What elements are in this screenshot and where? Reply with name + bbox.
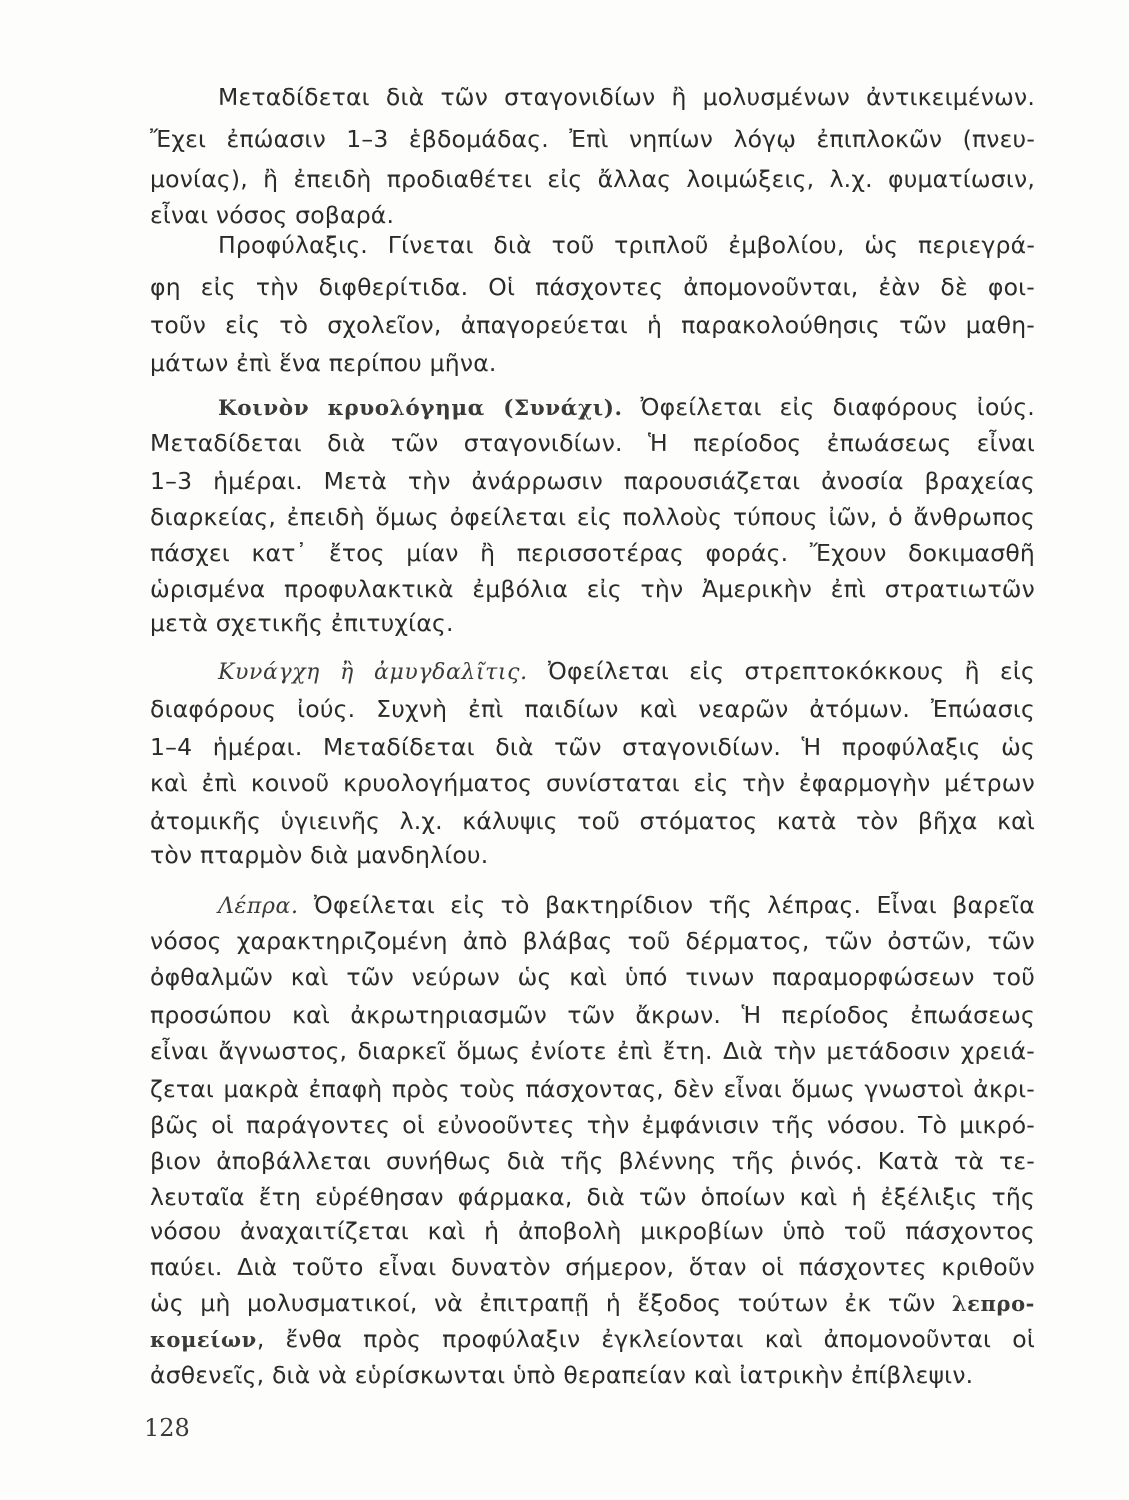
text-line: Κυνάγχη ἢ ἀμυγδαλῖτις. Ὀφείλεται εἰς στρεπτοκόκκους ἢ εἰς — [218, 657, 1035, 685]
text-line: νόσος χαρακτηριζομένη ἀπὸ βλάβας τοῦ δέρματος, τῶν ὀστῶν, τῶν — [150, 927, 1035, 955]
text-line: 1–4 ἡμέραι. Μεταδίδεται διὰ τῶν σταγονιδίων. Ἡ προφύλαξις ὡς — [150, 733, 1035, 761]
text-line: Μεταδίδεται διὰ τῶν σταγονιδίων. Ἡ περίοδος ἐπωάσεως εἶναι — [150, 429, 1035, 457]
text-line: 1–3 ἡμέραι. Μετὰ τὴν ἀνάρρωσιν παρουσιάζεται ἀνοσία βραχείας — [150, 467, 1035, 495]
text-line: Ἔχει ἐπώασιν 1–3 ἑβδομάδας. Ἐπὶ νηπίων λόγῳ ἐπιπλοκῶν (πνευ- — [150, 125, 1035, 153]
text-line: διαφόρους ἰούς. Συχνὴ ἐπὶ παιδίων καὶ νεαρῶν ἀτόμων. Ἐπώασις — [150, 695, 1035, 723]
text-line: εἶναι ἄγνωστος, διαρκεῖ ὅμως ἐνίοτε ἐπὶ ἔτη. Διὰ τὴν μετάδοσιν χρειά- — [150, 1037, 1035, 1065]
text-line: μάτων ἐπὶ ἕνα περίπου μῆνα. — [150, 349, 497, 377]
text-line: Κοινὸν κρυολόγημα (Συνάχι). Ὀφείλεται εἰς διαφόρους ἰούς. — [218, 393, 1035, 421]
text-line: λευταῖα ἔτη εὑρέθησαν φάρμακα, διὰ τῶν ὁποίων καὶ ἡ ἐξέλιξις τῆς — [150, 1183, 1035, 1211]
section-heading-common-cold: Κοινὸν κρυολόγημα (Συνάχι). — [218, 396, 623, 421]
section-heading-leprosy: Λέπρα. — [218, 894, 299, 919]
text-line: Λέπρα. Ὀφείλεται εἰς τὸ βακτηρίδιον τῆς λέπρας. Εἶναι βαρεῖα — [218, 891, 1035, 919]
section-heading-prophylaxis: Προφύλαξις. — [218, 231, 368, 259]
text-line: τοῦν εἰς τὸ σχολεῖον, ἀπαγορεύεται ἡ παρακολούθησις τῶν μαθη- — [150, 311, 1035, 339]
text-line: φη εἰς τὴν διφθερίτιδα. Οἱ πάσχοντες ἀπομονοῦνται, ἐὰν δὲ φοι- — [150, 273, 1035, 301]
section-heading-tonsillitis: Κυνάγχη ἢ ἀμυγδαλῖτις. — [218, 660, 528, 685]
text-line: προσώπου καὶ ἀκρωτηριασμῶν τῶν ἄκρων. Ἡ περίοδος ἐπωάσεως — [150, 1001, 1035, 1029]
bold-term: κομείων — [150, 1327, 257, 1352]
text-line: καὶ ἐπὶ κοινοῦ κρυολογήματος συνίσταται εἰς τὴν ἐφαρμογὴν μέτρων — [150, 769, 1035, 797]
text-line: ἀσθενεῖς, διὰ νὰ εὑρίσκωνται ὑπὸ θεραπείαν καὶ ἰατρικὴν ἐπίβλεψιν. — [150, 1361, 974, 1389]
text-line: ζεται μακρὰ ἐπαφὴ πρὸς τοὺς πάσχοντας, δὲν εἶναι ὅμως γνωστοὶ ἀκρι- — [150, 1075, 1035, 1103]
text-line: Προφύλαξις. Γίνεται διὰ τοῦ τριπλοῦ ἐμβολίου, ὡς περιεγρά- — [218, 231, 1035, 259]
text-line: ὡς μὴ μολυσματικοί, νὰ ἐπιτραπῇ ἡ ἔξοδος τούτων ἐκ τῶν λεπρο- — [150, 1289, 1035, 1317]
text-line: παύει. Διὰ τοῦτο εἶναι δυνατὸν σήμερον, ὅταν οἱ πάσχοντες κριθοῦν — [150, 1253, 1035, 1281]
text-line: μονίας), ἢ ἐπειδὴ προδιαθέτει εἰς ἄλλας λοιμώξεις, λ.χ. φυματίωσιν, — [150, 165, 1035, 193]
text-line: ἀτομικῆς ὑγιεινῆς λ.χ. κάλυψις τοῦ στόματος κατὰ τὸν βῆχα καὶ — [150, 807, 1035, 835]
text-line: βιον ἀποβάλλεται συνήθως διὰ τῆς βλέννης τῆς ῥινός. Κατὰ τὰ τε- — [150, 1147, 1035, 1175]
text-line: τὸν πταρμὸν διὰ μανδηλίου. — [150, 841, 489, 869]
text-line: κομείων, ἔνθα πρὸς προφύλαξιν ἐγκλείονται καὶ ἀπομονοῦνται οἱ — [150, 1325, 1035, 1353]
text-line: ὀφθαλμῶν καὶ τῶν νεύρων ὡς καὶ ὑπό τινων παραμορφώσεων τοῦ — [150, 963, 1035, 991]
text-line: νόσου ἀναχαιτίζεται καὶ ἡ ἀποβολὴ μικροβίων ὑπὸ τοῦ πάσχοντος — [150, 1217, 1035, 1245]
text-line: διαρκείας, ἐπειδὴ ὅμως ὀφείλεται εἰς πολλοὺς τύπους ἰῶν, ὁ ἄνθρωπος — [150, 503, 1035, 531]
text-line: πάσχει κατ᾽ ἔτος μίαν ἢ περισσοτέρας φοράς. Ἔχουν δοκιμασθῆ — [150, 539, 1035, 567]
bold-term: λεπρο- — [951, 1291, 1035, 1316]
text-line: βῶς οἱ παράγοντες οἱ εὐνοοῦντες τὴν ἐμφάνισιν τῆς νόσου. Τὸ μικρό- — [150, 1111, 1035, 1139]
text-line: Μεταδίδεται διὰ τῶν σταγονιδίων ἢ μολυσμένων ἀντικειμένων. — [218, 83, 1035, 111]
text-line: ὡρισμένα προφυλακτικὰ ἐμβόλια εἰς τὴν Ἀμερικὴν ἐπὶ στρατιωτῶν — [150, 575, 1035, 603]
text-line: μετὰ σχετικῆς ἐπιτυχίας. — [150, 609, 454, 637]
page-number: 128 — [144, 1414, 190, 1442]
text-line: εἶναι νόσος σοβαρά. — [150, 201, 395, 229]
